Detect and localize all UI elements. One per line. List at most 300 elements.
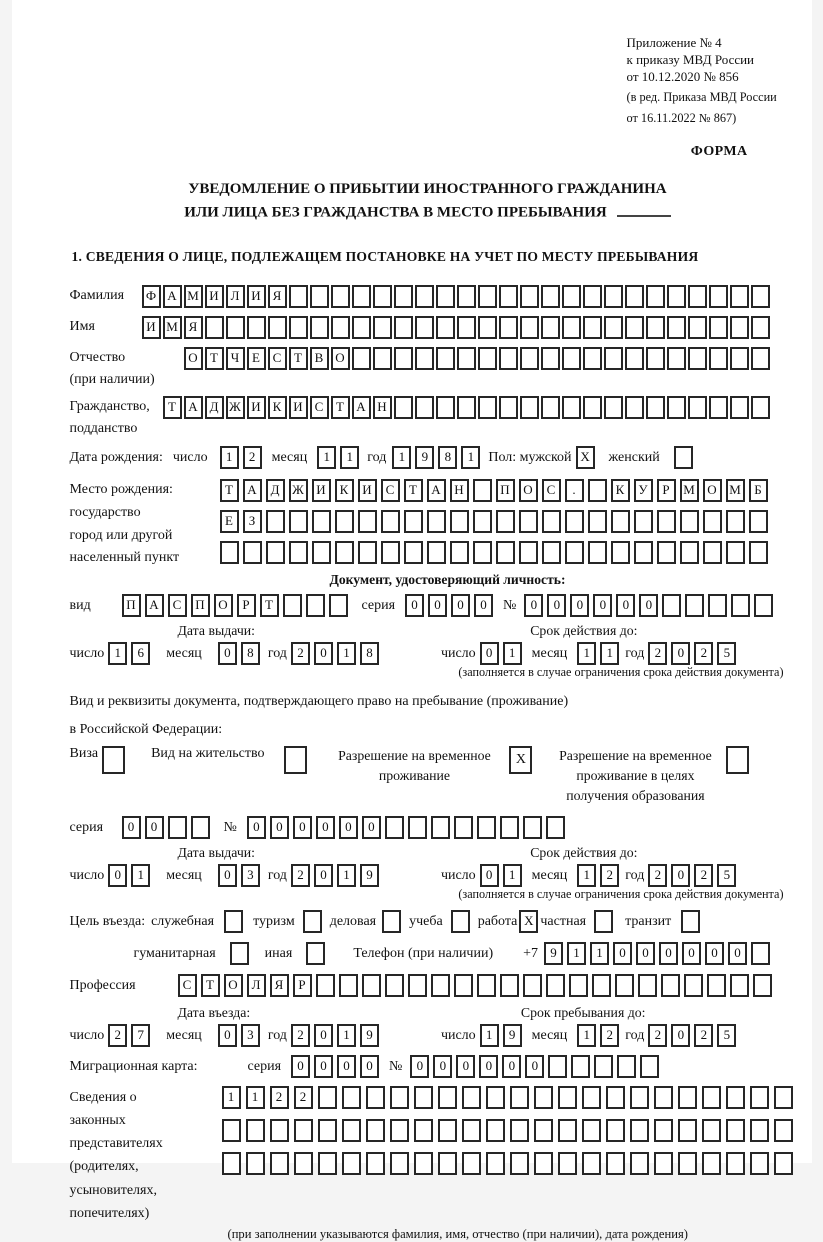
form-cell[interactable]: 1 [131,864,150,887]
form-cell[interactable]: 2 [291,864,310,887]
form-cell[interactable] [703,541,722,564]
form-cell[interactable]: 0 [316,816,335,839]
form-cell[interactable] [774,1086,793,1109]
form-cell[interactable]: Н [450,479,469,502]
form-cell[interactable] [473,479,492,502]
form-cell[interactable] [342,1119,361,1142]
form-cell[interactable] [427,541,446,564]
form-cell[interactable] [450,510,469,533]
form-cell[interactable]: 0 [314,1055,333,1078]
form-cell[interactable] [358,541,377,564]
form-cell[interactable]: 0 [122,816,141,839]
form-cell[interactable]: Р [657,479,676,502]
form-cell[interactable] [583,285,602,308]
form-cell[interactable]: 0 [636,942,655,965]
form-cell[interactable] [394,347,413,370]
form-cell[interactable]: Т [220,479,239,502]
form-cell[interactable] [373,285,392,308]
form-cell[interactable]: 1 [340,446,359,469]
form-cell[interactable] [415,316,434,339]
form-cell[interactable]: 0 [474,594,493,617]
form-cell[interactable] [726,541,745,564]
form-cell[interactable]: 1 [480,1024,499,1047]
form-cell[interactable] [730,285,749,308]
form-cell[interactable]: 2 [600,1024,619,1047]
form-cell[interactable] [294,1152,313,1175]
form-cell[interactable]: М [726,479,745,502]
form-cell[interactable] [594,1055,613,1078]
form-cell[interactable]: 1 [590,942,609,965]
form-cell[interactable]: 0 [613,942,632,965]
form-cell[interactable] [462,1152,481,1175]
form-cell[interactable]: П [191,594,210,617]
form-cell[interactable] [625,347,644,370]
form-cell[interactable]: . [565,479,584,502]
form-cell[interactable]: 0 [479,1055,498,1078]
form-cell[interactable] [625,316,644,339]
form-cell[interactable] [730,316,749,339]
form-cell[interactable] [283,594,302,617]
form-cell[interactable] [499,316,518,339]
form-cell[interactable] [685,594,704,617]
form-cell[interactable]: 1 [392,446,411,469]
form-cell[interactable]: 1 [246,1086,265,1109]
form-cell[interactable] [436,396,455,419]
form-cell[interactable] [462,1119,481,1142]
form-cell[interactable] [226,316,245,339]
form-cell[interactable] [486,1086,505,1109]
form-cell[interactable] [342,1152,361,1175]
form-cell[interactable] [657,541,676,564]
form-cell[interactable] [451,910,470,933]
form-cell[interactable] [592,974,611,997]
form-cell[interactable] [373,347,392,370]
form-cell[interactable]: С [178,974,197,997]
form-cell[interactable] [318,1152,337,1175]
form-cell[interactable]: 0 [456,1055,475,1078]
form-cell[interactable] [339,974,358,997]
form-cell[interactable] [583,396,602,419]
form-cell[interactable] [414,1119,433,1142]
form-cell[interactable] [751,347,770,370]
form-cell[interactable] [381,541,400,564]
form-cell[interactable]: 2 [291,642,310,665]
form-cell[interactable] [548,1055,567,1078]
form-cell[interactable] [654,1152,673,1175]
form-cell[interactable] [499,285,518,308]
form-cell[interactable]: 2 [694,1024,713,1047]
form-cell[interactable]: 9 [544,942,563,965]
form-cell[interactable]: О [214,594,233,617]
form-cell[interactable] [523,816,542,839]
form-cell[interactable]: Т [163,396,182,419]
form-cell[interactable] [611,510,630,533]
form-cell[interactable] [588,541,607,564]
form-cell[interactable] [630,1119,649,1142]
form-cell[interactable] [684,974,703,997]
form-cell[interactable] [582,1086,601,1109]
form-cell[interactable] [394,396,413,419]
form-cell[interactable] [477,816,496,839]
form-cell[interactable] [496,541,515,564]
form-cell[interactable]: О [519,479,538,502]
form-cell[interactable] [625,285,644,308]
form-cell[interactable]: 1 [337,642,356,665]
form-cell[interactable]: 0 [593,594,612,617]
form-cell[interactable]: 0 [339,816,358,839]
form-cell[interactable] [366,1086,385,1109]
form-cell[interactable] [751,396,770,419]
form-cell[interactable]: 5 [717,864,736,887]
form-cell[interactable]: 0 [480,864,499,887]
form-cell[interactable] [394,285,413,308]
form-cell[interactable]: Ф [142,285,161,308]
form-cell[interactable]: Ж [226,396,245,419]
form-cell[interactable]: 0 [293,816,312,839]
form-cell[interactable]: 0 [570,594,589,617]
form-cell[interactable]: 3 [241,1024,260,1047]
form-cell[interactable] [558,1086,577,1109]
form-cell[interactable]: 0 [218,864,237,887]
form-cell[interactable]: 1 [577,1024,596,1047]
form-cell[interactable] [385,974,404,997]
form-cell[interactable]: 8 [360,642,379,665]
form-cell[interactable] [751,285,770,308]
form-cell[interactable]: 2 [600,864,619,887]
form-cell[interactable] [558,1152,577,1175]
form-cell[interactable] [438,1152,457,1175]
form-cell[interactable] [680,541,699,564]
form-cell[interactable]: 0 [291,1055,310,1078]
form-cell[interactable] [640,1055,659,1078]
form-cell[interactable] [646,316,665,339]
form-cell[interactable]: Р [293,974,312,997]
form-cell[interactable] [730,974,749,997]
form-cell[interactable]: 2 [648,864,667,887]
form-cell[interactable] [431,974,450,997]
form-cell[interactable] [709,285,728,308]
form-cell[interactable] [534,1152,553,1175]
form-cell[interactable]: 0 [547,594,566,617]
form-cell[interactable]: Е [247,347,266,370]
form-cell[interactable] [678,1119,697,1142]
form-cell[interactable] [667,396,686,419]
form-cell[interactable] [331,285,350,308]
form-cell[interactable]: И [358,479,377,502]
form-cell[interactable]: 1 [220,446,239,469]
form-cell[interactable] [726,1152,745,1175]
form-cell[interactable] [450,541,469,564]
form-cell[interactable] [266,510,285,533]
form-cell[interactable] [381,510,400,533]
form-cell[interactable] [486,1119,505,1142]
form-cell[interactable]: 1 [317,446,336,469]
form-cell[interactable] [582,1119,601,1142]
form-cell[interactable] [583,316,602,339]
form-cell[interactable] [496,510,515,533]
form-cell[interactable] [519,510,538,533]
form-cell[interactable] [688,316,707,339]
form-cell[interactable] [342,1086,361,1109]
form-cell[interactable] [606,1119,625,1142]
form-cell[interactable] [541,347,560,370]
form-cell[interactable]: 1 [567,942,586,965]
form-cell[interactable] [571,1055,590,1078]
form-cell[interactable] [352,347,371,370]
form-cell[interactable] [408,816,427,839]
form-cell[interactable] [726,746,749,774]
form-cell[interactable] [318,1119,337,1142]
form-cell[interactable] [457,347,476,370]
form-cell[interactable] [436,316,455,339]
form-cell[interactable]: 0 [218,1024,237,1047]
form-cell[interactable] [246,1119,265,1142]
form-cell[interactable] [565,541,584,564]
form-cell[interactable] [408,974,427,997]
form-cell[interactable] [774,1152,793,1175]
form-cell[interactable] [667,285,686,308]
form-cell[interactable] [404,510,423,533]
form-cell[interactable] [625,396,644,419]
form-cell[interactable]: Т [289,347,308,370]
form-cell[interactable] [312,541,331,564]
form-cell[interactable]: 1 [503,642,522,665]
form-cell[interactable]: И [205,285,224,308]
form-cell[interactable]: К [611,479,630,502]
form-cell[interactable]: X [519,910,538,933]
form-cell[interactable]: А [145,594,164,617]
form-cell[interactable] [362,974,381,997]
form-cell[interactable]: 2 [648,642,667,665]
form-cell[interactable] [688,396,707,419]
form-cell[interactable]: А [163,285,182,308]
form-cell[interactable] [674,446,693,469]
form-cell[interactable]: Я [268,285,287,308]
form-cell[interactable]: 0 [682,942,701,965]
form-cell[interactable] [500,974,519,997]
form-cell[interactable]: Ж [289,479,308,502]
form-cell[interactable] [457,316,476,339]
form-cell[interactable]: О [184,347,203,370]
form-cell[interactable] [415,347,434,370]
form-cell[interactable]: А [184,396,203,419]
form-cell[interactable] [542,510,561,533]
form-cell[interactable] [431,816,450,839]
form-cell[interactable] [329,594,348,617]
form-cell[interactable] [270,1152,289,1175]
form-cell[interactable]: Ч [226,347,245,370]
form-cell[interactable] [634,541,653,564]
form-cell[interactable] [358,510,377,533]
form-cell[interactable] [318,1086,337,1109]
form-cell[interactable] [582,1152,601,1175]
form-cell[interactable]: 1 [577,864,596,887]
form-cell[interactable]: Д [205,396,224,419]
form-cell[interactable] [754,594,773,617]
form-cell[interactable]: Я [270,974,289,997]
form-cell[interactable] [558,1119,577,1142]
form-cell[interactable]: С [268,347,287,370]
form-cell[interactable]: 0 [314,642,333,665]
form-cell[interactable] [246,1152,265,1175]
form-cell[interactable]: 0 [218,642,237,665]
form-cell[interactable] [306,942,325,965]
form-cell[interactable]: И [247,396,266,419]
form-cell[interactable] [703,510,722,533]
form-cell[interactable] [606,1086,625,1109]
form-cell[interactable] [709,347,728,370]
form-cell[interactable] [726,510,745,533]
form-cell[interactable] [562,347,581,370]
form-cell[interactable] [510,1119,529,1142]
form-cell[interactable]: Л [226,285,245,308]
form-cell[interactable] [284,746,307,774]
form-cell[interactable]: 7 [131,1024,150,1047]
form-cell[interactable] [634,510,653,533]
form-cell[interactable] [102,746,125,774]
form-cell[interactable]: 3 [241,864,260,887]
form-cell[interactable] [750,1152,769,1175]
form-cell[interactable] [630,1086,649,1109]
form-cell[interactable] [604,285,623,308]
form-cell[interactable] [731,594,750,617]
form-cell[interactable] [750,1086,769,1109]
form-cell[interactable] [268,316,287,339]
form-cell[interactable] [588,510,607,533]
form-cell[interactable]: Т [331,396,350,419]
form-cell[interactable] [565,510,584,533]
form-cell[interactable]: Н [373,396,392,419]
form-cell[interactable] [520,396,539,419]
form-cell[interactable]: 5 [717,642,736,665]
form-cell[interactable] [457,396,476,419]
form-cell[interactable]: 9 [360,864,379,887]
form-cell[interactable]: М [680,479,699,502]
form-cell[interactable] [331,316,350,339]
form-cell[interactable] [662,594,681,617]
form-cell[interactable] [427,510,446,533]
form-cell[interactable]: У [634,479,653,502]
form-cell[interactable] [224,910,243,933]
form-cell[interactable] [414,1086,433,1109]
form-cell[interactable]: 0 [639,594,658,617]
form-cell[interactable] [678,1152,697,1175]
form-cell[interactable] [191,816,210,839]
form-cell[interactable]: 0 [616,594,635,617]
form-cell[interactable] [753,974,772,997]
form-cell[interactable] [310,285,329,308]
form-cell[interactable] [523,974,542,997]
form-cell[interactable]: И [312,479,331,502]
form-cell[interactable] [681,910,700,933]
form-cell[interactable]: С [381,479,400,502]
form-cell[interactable]: 1 [600,642,619,665]
form-cell[interactable] [702,1086,721,1109]
form-cell[interactable]: 0 [314,1024,333,1047]
form-cell[interactable]: 2 [270,1086,289,1109]
form-cell[interactable] [702,1119,721,1142]
form-cell[interactable] [615,974,634,997]
form-cell[interactable]: 6 [131,642,150,665]
form-cell[interactable] [335,510,354,533]
form-cell[interactable] [352,285,371,308]
form-cell[interactable] [499,396,518,419]
form-cell[interactable] [454,816,473,839]
form-cell[interactable]: И [289,396,308,419]
form-cell[interactable]: М [184,285,203,308]
form-cell[interactable]: 0 [410,1055,429,1078]
form-cell[interactable]: 1 [108,642,127,665]
form-cell[interactable]: 0 [502,1055,521,1078]
form-cell[interactable] [654,1119,673,1142]
form-cell[interactable] [306,594,325,617]
form-cell[interactable] [657,510,676,533]
form-cell[interactable]: 0 [270,816,289,839]
form-cell[interactable] [680,510,699,533]
form-cell[interactable] [385,816,404,839]
form-cell[interactable] [289,510,308,533]
form-cell[interactable]: Д [266,479,285,502]
form-cell[interactable] [478,347,497,370]
form-cell[interactable] [310,316,329,339]
form-cell[interactable] [667,347,686,370]
form-cell[interactable]: К [335,479,354,502]
form-cell[interactable] [270,1119,289,1142]
form-cell[interactable]: 2 [694,642,713,665]
form-cell[interactable]: 0 [524,594,543,617]
form-cell[interactable]: 0 [314,864,333,887]
form-cell[interactable] [541,316,560,339]
form-cell[interactable] [774,1119,793,1142]
form-cell[interactable] [303,910,322,933]
form-cell[interactable] [546,816,565,839]
form-cell[interactable] [667,316,686,339]
form-cell[interactable]: 1 [337,864,356,887]
form-cell[interactable] [510,1086,529,1109]
form-cell[interactable] [478,316,497,339]
form-cell[interactable] [390,1119,409,1142]
form-cell[interactable]: 0 [337,1055,356,1078]
form-cell[interactable] [534,1119,553,1142]
form-cell[interactable] [709,396,728,419]
form-cell[interactable] [478,396,497,419]
form-cell[interactable]: 0 [671,1024,690,1047]
form-cell[interactable] [751,942,770,965]
form-cell[interactable] [702,1152,721,1175]
form-cell[interactable]: 1 [337,1024,356,1047]
form-cell[interactable] [630,1152,649,1175]
form-cell[interactable] [749,510,768,533]
form-cell[interactable]: Т [205,347,224,370]
form-cell[interactable] [366,1152,385,1175]
form-cell[interactable]: 1 [503,864,522,887]
form-cell[interactable] [661,974,680,997]
form-cell[interactable] [654,1086,673,1109]
form-cell[interactable] [520,316,539,339]
form-cell[interactable] [394,316,413,339]
form-cell[interactable] [366,1119,385,1142]
form-cell[interactable]: 2 [108,1024,127,1047]
form-cell[interactable]: 9 [415,446,434,469]
form-cell[interactable]: 0 [451,594,470,617]
form-cell[interactable]: В [310,347,329,370]
form-cell[interactable] [478,285,497,308]
form-cell[interactable] [726,1119,745,1142]
form-cell[interactable] [588,479,607,502]
form-cell[interactable] [438,1119,457,1142]
form-cell[interactable] [688,285,707,308]
form-cell[interactable] [499,347,518,370]
